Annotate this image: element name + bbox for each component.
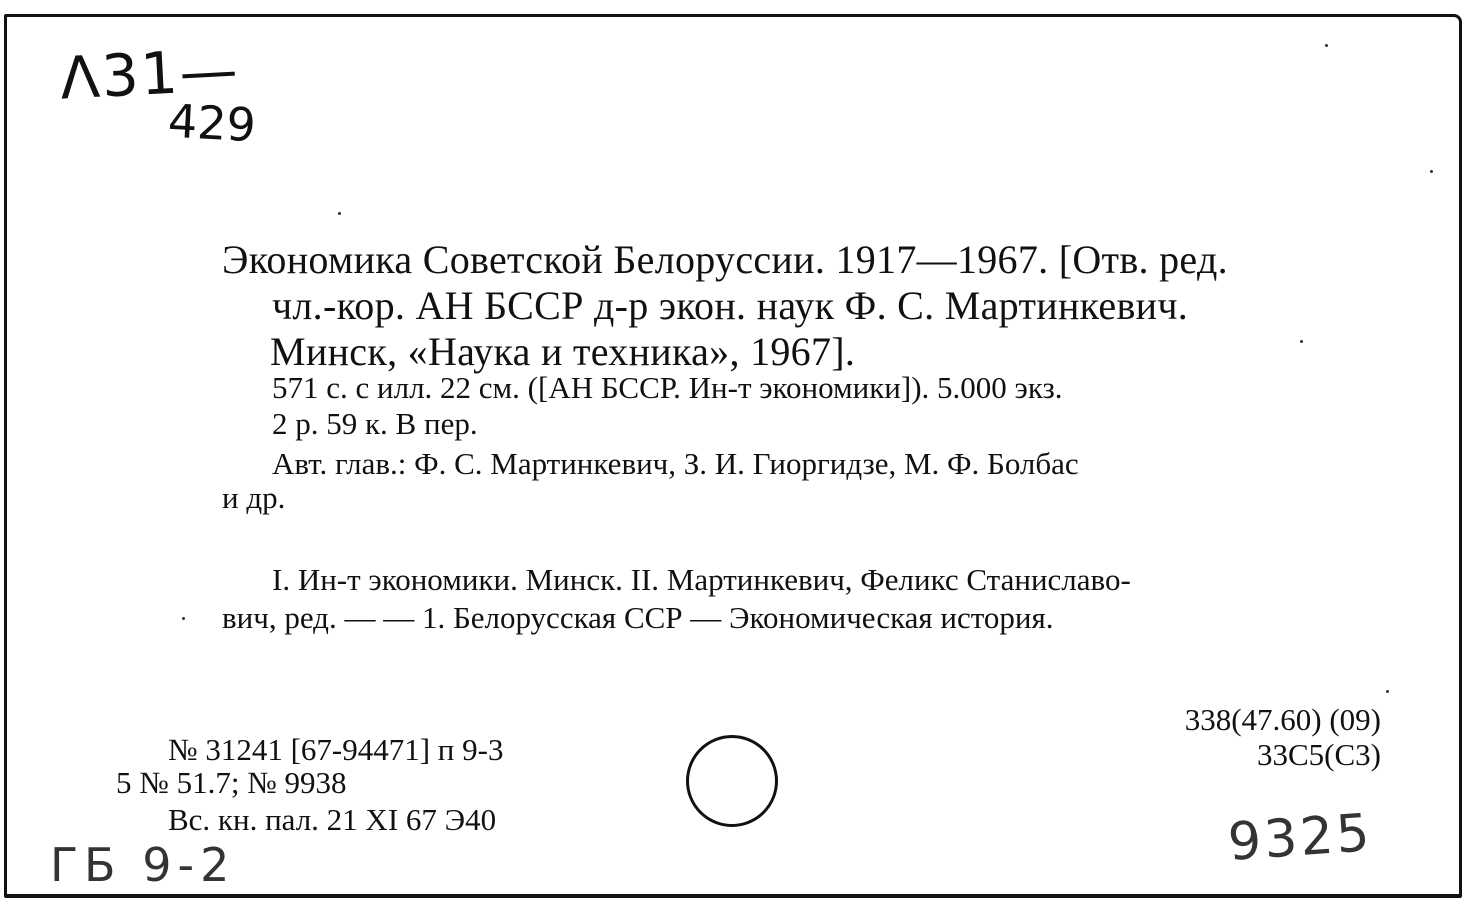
speck	[1300, 340, 1303, 343]
tracings-line-2: вич, ред. — — 1. Белорусская ССР — Экономическая история.	[222, 600, 1054, 635]
speck	[1386, 690, 1389, 693]
stamp-code: ГБ 9-2	[50, 838, 236, 892]
inventory-line-3: Вс. кн. пал. 21 XI 67 Э40	[168, 802, 497, 837]
handwritten-shelfmark-line2: 429	[166, 93, 258, 153]
stamp-number: 9325	[1226, 803, 1375, 873]
price-binding: 2 р. 59 к. В пер.	[272, 406, 478, 441]
speck	[338, 212, 341, 215]
tracings-line-1: I. Ин-т экономики. Минск. II. Мартинкевич, Феликс Станиславо-	[272, 562, 1131, 597]
title-line-3: Минск, «Наука и техника», 1967].	[270, 329, 856, 374]
speck	[1430, 170, 1433, 173]
bbk-index: 33С5(С3)	[1257, 737, 1381, 772]
authors-note-continued: и др.	[222, 480, 286, 515]
title-line-1: Экономика Советской Белоруссии. 1917—1967. [Отв. ред.	[222, 237, 1228, 282]
udc-index: 338(47.60) (09)	[1184, 702, 1381, 737]
inventory-line-2: 5 № 51.7; № 9938	[116, 765, 347, 800]
speck	[1325, 44, 1328, 47]
speck	[182, 617, 185, 620]
handwritten-shelfmark-line1: Λ31—	[58, 35, 242, 113]
title-line-2: чл.-кор. АН БССР д-р экон. наук Ф. С. Мартинкевич.	[272, 283, 1189, 328]
authors-note: Авт. глав.: Ф. С. Мартинкевич, З. И. Гиоргидзе, М. Ф. Болбас	[272, 446, 1079, 481]
physical-description: 571 с. с илл. 22 см. ([АН БССР. Ин-т экономики]). 5.000 экз.	[272, 370, 1063, 405]
card-hole-circle	[686, 735, 778, 827]
inventory-line-1: № 31241 [67-94471] п 9-3	[168, 732, 504, 767]
